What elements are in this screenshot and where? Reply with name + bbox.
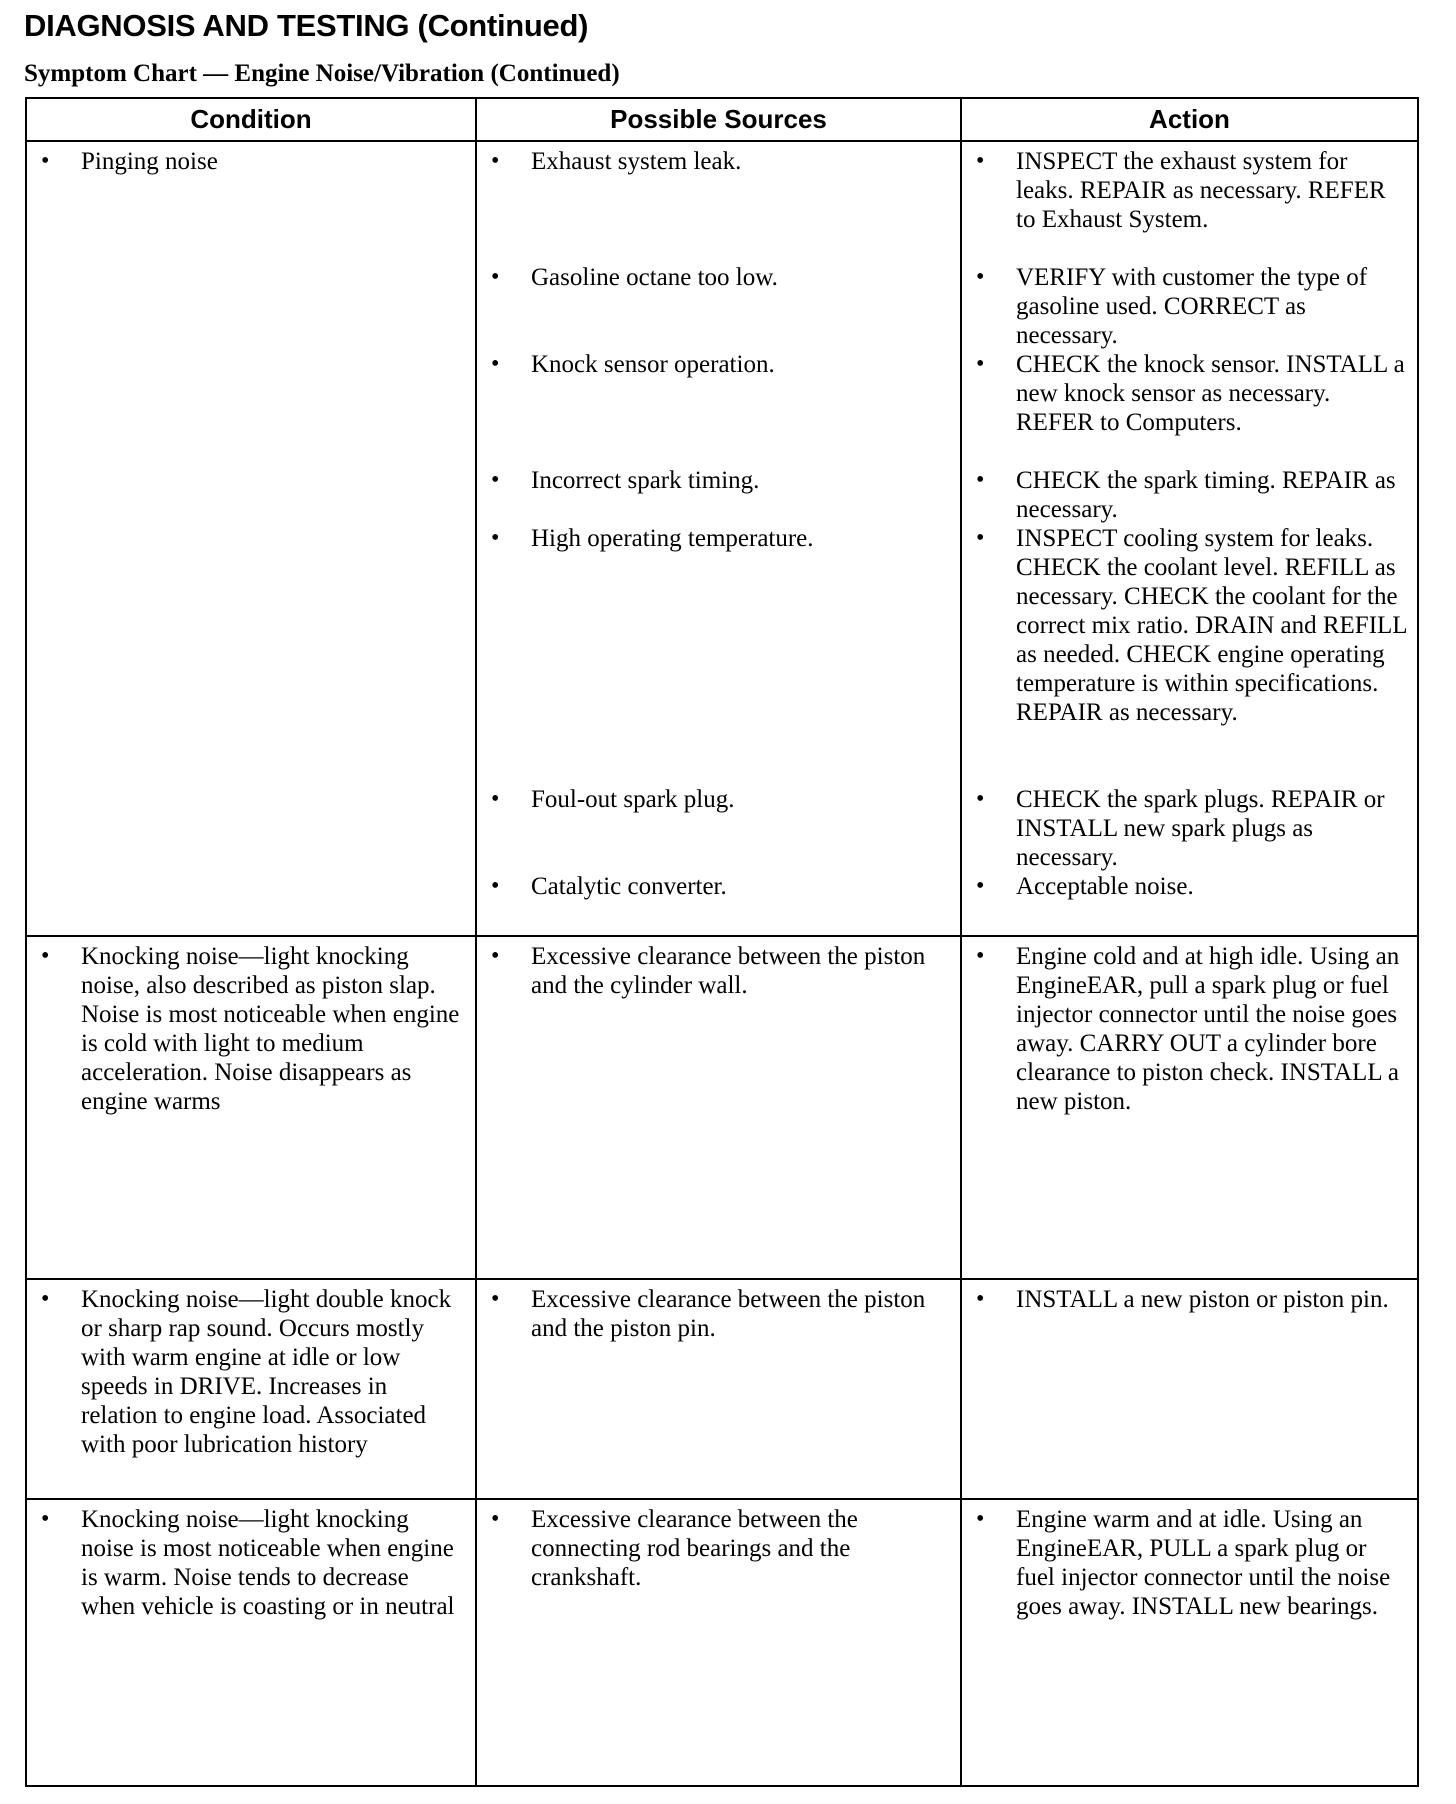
action-item: • INSPECT cooling system for leaks. CHECK the coolant level. REFILL as necessary. CHECK the coolant for the correct mix ratio. DRAIN and REFILL as needed. CHECK engine operating temperature is within specifications. REPAIR as necessary. xyxy=(970,524,1409,785)
table-header-row xyxy=(26,98,1418,141)
action-item: • Engine warm and at idle. Using an EngineEAR, PULL a spark plug or fuel injector connector until the noise goes away. INSTALL new bearings. xyxy=(970,1505,1409,1621)
action-item: • INSPECT the exhaust system for leaks. REPAIR as necessary. REFER to Exhaust System. xyxy=(970,147,1409,263)
sources-cell xyxy=(476,141,961,936)
symptom-chart-table xyxy=(25,97,1419,1787)
source-item: • Knock sensor operation. xyxy=(485,350,952,466)
sources-cell xyxy=(476,1279,961,1499)
source-item: • High operating temperature. xyxy=(485,524,952,785)
column-header-action: Action xyxy=(961,98,1418,141)
table-row xyxy=(26,1279,1418,1499)
condition-text: • Pinging noise xyxy=(35,147,467,176)
chart-title: Symptom Chart — Engine Noise/Vibration (Continued) xyxy=(24,60,620,87)
source-item: • Excessive clearance between the piston and the piston pin. xyxy=(485,1285,952,1343)
table-row xyxy=(26,936,1418,1279)
source-item: • Excessive clearance between the connecting rod bearings and the crankshaft. xyxy=(485,1505,952,1592)
action-item: • Acceptable noise. xyxy=(970,872,1409,901)
sources-cell xyxy=(476,936,961,1279)
action-item: • INSTALL a new piston or piston pin. xyxy=(970,1285,1409,1314)
action-cell xyxy=(961,1279,1418,1499)
sources-cell xyxy=(476,1499,961,1786)
table-row xyxy=(26,141,1418,936)
action-cell xyxy=(961,141,1418,936)
action-item: • CHECK the spark timing. REPAIR as necessary. xyxy=(970,466,1409,524)
action-item: • Engine cold and at high idle. Using an EngineEAR, pull a spark plug or fuel injector connector until the noise goes away. CARRY OUT a cylinder bore clearance to piston check. INSTALL a new piston. xyxy=(970,942,1409,1116)
page-heading: DIAGNOSIS AND TESTING (Continued) xyxy=(24,8,589,43)
condition-cell xyxy=(26,1499,476,1786)
condition-text: • Knocking noise—light knocking noise, also described as piston slap. Noise is most noticeable when engine is cold with light to medium acceleration. Noise disappears as engine warms xyxy=(35,942,467,1116)
condition-text: • Knocking noise—light knocking noise is most noticeable when engine is warm. Noise tends to decrease when vehicle is coasting or in neutral xyxy=(35,1505,467,1621)
action-cell xyxy=(961,936,1418,1279)
source-item: • Catalytic converter. xyxy=(485,872,952,901)
action-item: • CHECK the spark plugs. REPAIR or INSTALL new spark plugs as necessary. xyxy=(970,785,1409,872)
condition-cell xyxy=(26,1279,476,1499)
condition-text: • Knocking noise—light double knock or sharp rap sound. Occurs mostly with warm engine at idle or low speeds in DRIVE. Increases in relation to engine load. Associated with poor lubrication history xyxy=(35,1285,467,1459)
source-item: • Foul-out spark plug. xyxy=(485,785,952,872)
condition-cell xyxy=(26,936,476,1279)
source-item: • Exhaust system leak. xyxy=(485,147,952,263)
source-item: • Gasoline octane too low. xyxy=(485,263,952,350)
action-item: • CHECK the knock sensor. INSTALL a new knock sensor as necessary. REFER to Computers. xyxy=(970,350,1409,466)
table-row xyxy=(26,1499,1418,1786)
condition-cell xyxy=(26,141,476,936)
source-item: • Incorrect spark timing. xyxy=(485,466,952,524)
action-cell xyxy=(961,1499,1418,1786)
action-item: • VERIFY with customer the type of gasoline used. CORRECT as necessary. xyxy=(970,263,1409,350)
column-header-possible-sources: Possible Sources xyxy=(476,98,961,141)
source-item: • Excessive clearance between the piston and the cylinder wall. xyxy=(485,942,952,1000)
column-header-condition: Condition xyxy=(26,98,476,141)
